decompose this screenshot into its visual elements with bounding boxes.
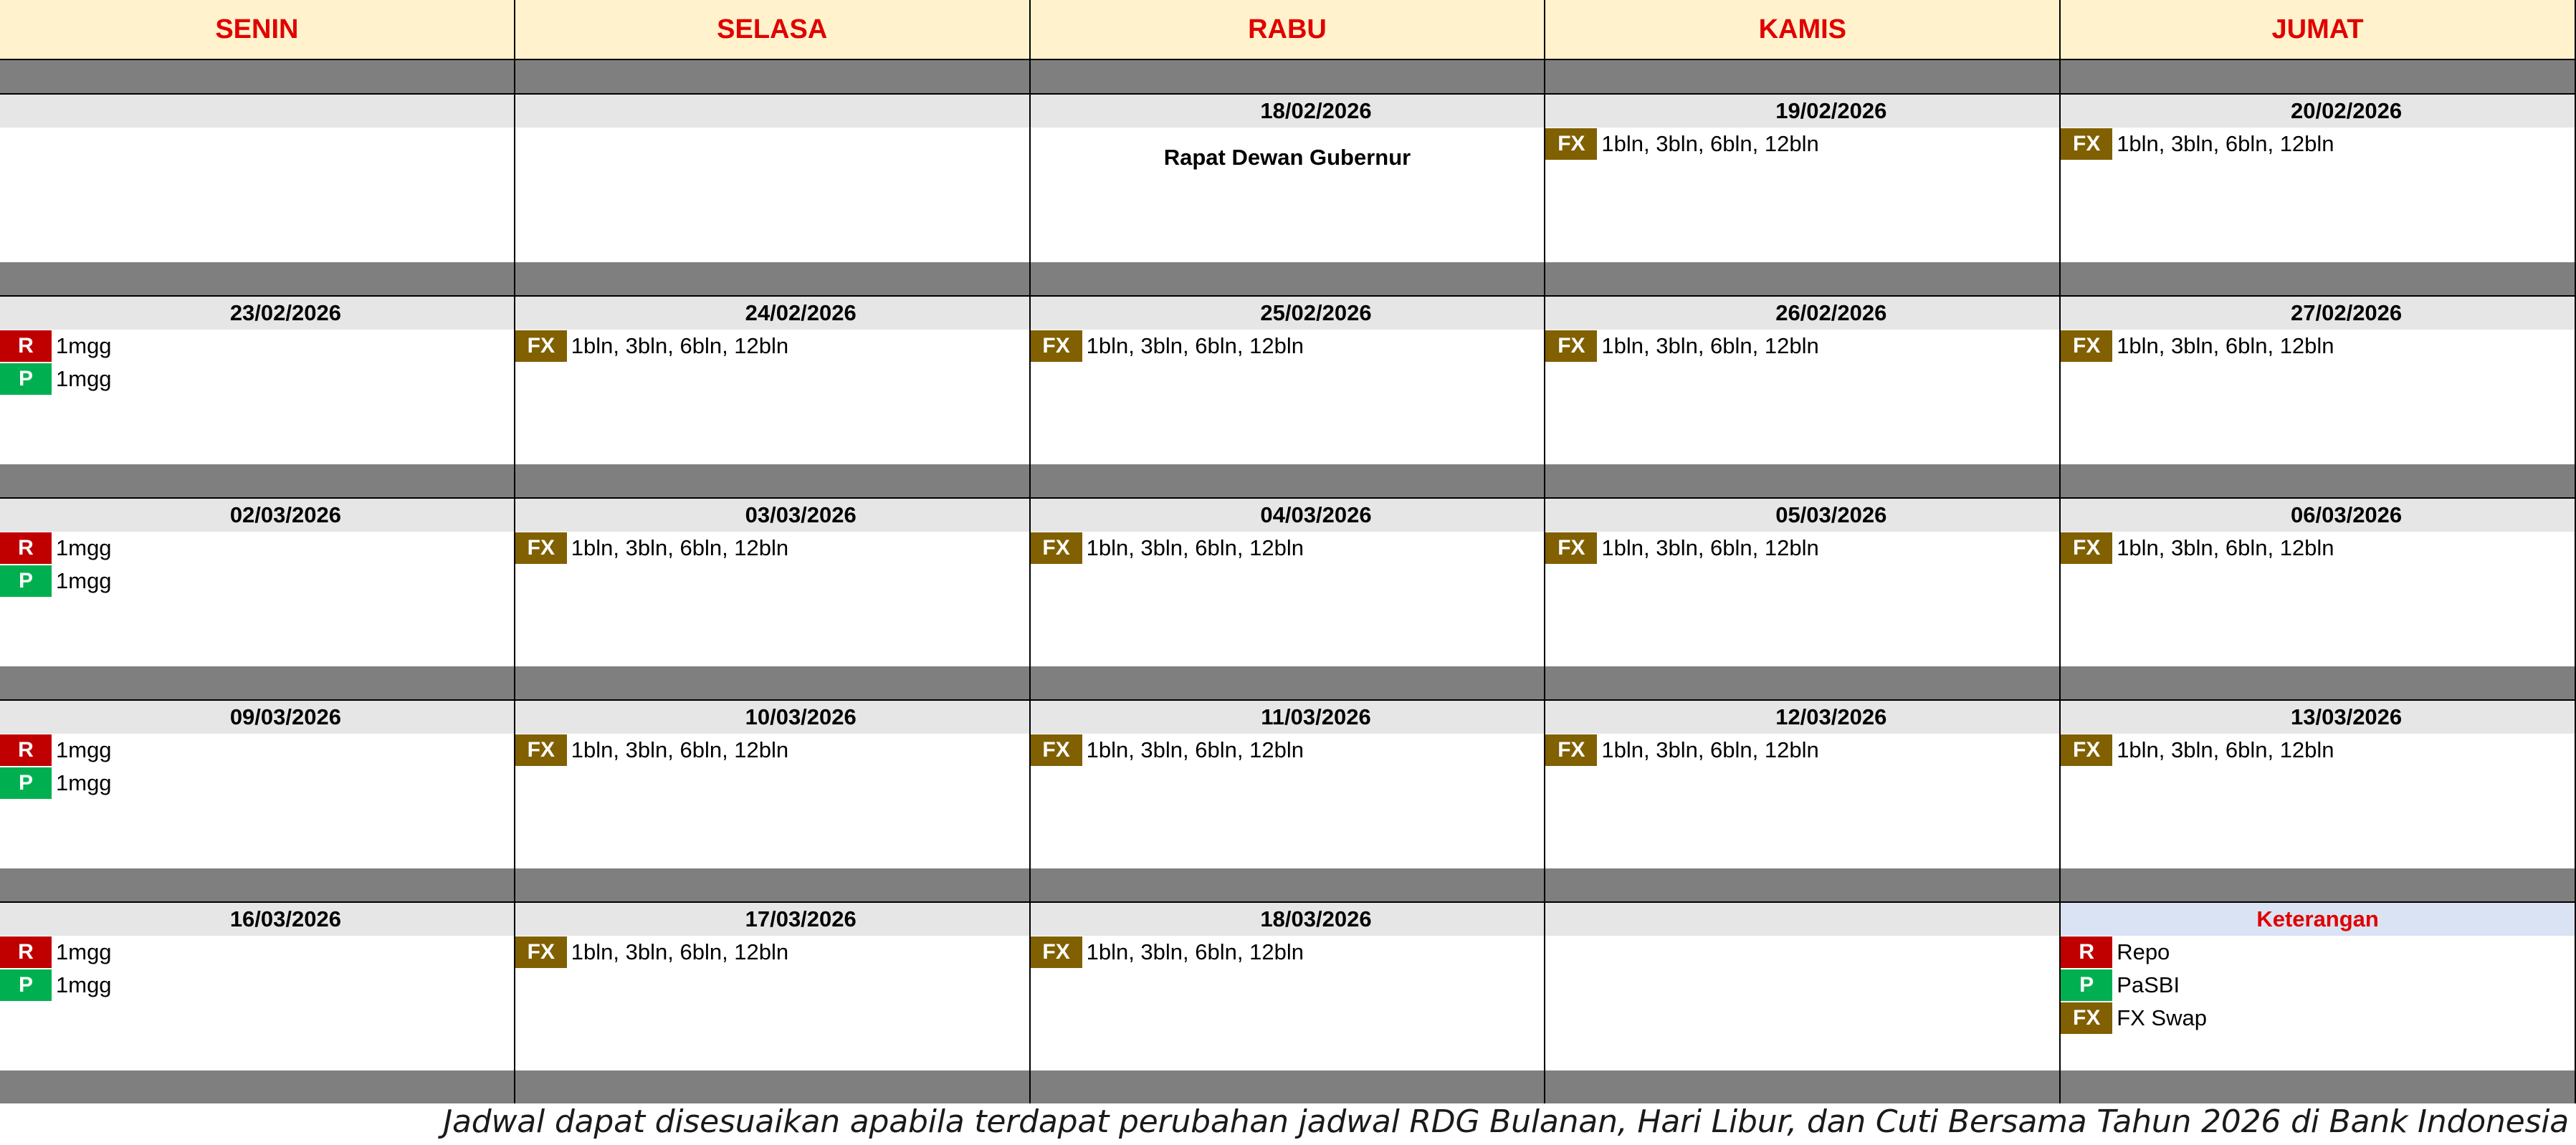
week-separator: [0, 464, 515, 497]
tenor-text: 1bln, 3bln, 6bln, 12bln: [2117, 535, 2334, 560]
week-separator: [0, 60, 515, 93]
auction-entry: [2061, 128, 2575, 161]
pasbi-tag: P: [2061, 969, 2112, 1001]
fx-swap-tag: FX: [1545, 734, 1597, 766]
legend-cell: [2061, 901, 2576, 1070]
auction-entry: [1545, 532, 2059, 565]
day-header-selasa: SELASA: [515, 0, 1031, 60]
auction-entry: [2061, 330, 2575, 363]
tenor-text: 1bln, 3bln, 6bln, 12bln: [1086, 939, 1304, 964]
date-bar: 02/03/2026: [0, 499, 514, 532]
fx-swap-tag: FX: [515, 330, 567, 362]
day-cell: [1031, 93, 1546, 262]
day-cell: [515, 901, 1031, 1070]
day-cell: [1545, 497, 2061, 666]
day-cell: [0, 295, 515, 464]
tenor-text: 1bln, 3bln, 6bln, 12bln: [1601, 737, 1819, 762]
auction-entry: [2061, 734, 2575, 767]
auction-entry: [1031, 734, 1545, 767]
fx-swap-tag: FX: [2061, 330, 2112, 362]
week-separator: [1545, 262, 2061, 295]
week-separator: [2061, 868, 2576, 901]
auction-entry: [0, 936, 514, 969]
week-separator: [0, 1070, 515, 1103]
tenor-text: 1bln, 3bln, 6bln, 12bln: [2117, 131, 2334, 156]
date-bar: 27/02/2026: [2061, 297, 2575, 330]
fx-swap-tag: FX: [1031, 532, 1082, 564]
week-separator: [1031, 262, 1546, 295]
date-bar: 17/03/2026: [515, 903, 1029, 936]
date-bar: 13/03/2026: [2061, 701, 2575, 734]
week-separator: [2061, 1070, 2576, 1103]
fx-swap-tag: FX: [2061, 734, 2112, 766]
week-separator: [0, 262, 515, 295]
tenor-text: 1mgg: [56, 535, 112, 560]
fx-swap-tag: FX: [2061, 532, 2112, 564]
week-separator: [515, 464, 1031, 497]
tenor-text: 1bln, 3bln, 6bln, 12bln: [1601, 131, 1819, 156]
auction-entry: [515, 330, 1029, 363]
date-bar: 25/02/2026: [1031, 297, 1545, 330]
day-cell: [1545, 901, 2061, 1070]
week-separator: [1031, 666, 1546, 699]
week-separator: [1031, 464, 1546, 497]
pasbi-tag: P: [0, 767, 52, 799]
auction-entry: [0, 767, 514, 800]
week-separator: [1031, 60, 1546, 93]
fx-swap-tag: FX: [1545, 532, 1597, 564]
week-separator: [1545, 464, 2061, 497]
day-cell: [515, 295, 1031, 464]
fx-swap-tag: FX: [1031, 936, 1082, 968]
tenor-text: 1bln, 3bln, 6bln, 12bln: [1086, 737, 1304, 762]
week-separator: [1545, 1070, 2061, 1103]
date-bar: 16/03/2026: [0, 903, 514, 936]
tenor-text: 1mgg: [56, 333, 112, 358]
tenor-text: 1mgg: [56, 972, 112, 997]
tenor-text: 1mgg: [56, 366, 112, 391]
pasbi-tag: P: [0, 565, 52, 597]
date-bar: 10/03/2026: [515, 701, 1029, 734]
day-cell: [1031, 295, 1546, 464]
tenor-text: 1mgg: [56, 737, 112, 762]
footnote: Jadwal dapat disesuaikan apabila terdapat perubahan jadwal RDG Bulanan, Hari Libur, dan Cuti Bersama Tahun 2026 di Bank Indonesia: [443, 1103, 2569, 1140]
day-header-senin: SENIN: [0, 0, 515, 60]
day-header-rabu: RABU: [1031, 0, 1546, 60]
auction-entry: [0, 969, 514, 1002]
auction-entry: [515, 734, 1029, 767]
week-separator: [0, 868, 515, 901]
day-cell: [2061, 93, 2576, 262]
auction-entry: [0, 532, 514, 565]
day-cell: [0, 93, 515, 262]
date-bar: 04/03/2026: [1031, 499, 1545, 532]
day-cell: [1545, 699, 2061, 868]
tenor-text: 1mgg: [56, 568, 112, 593]
day-cell: [0, 699, 515, 868]
tenor-text: 1mgg: [56, 939, 112, 964]
tenor-text: 1bln, 3bln, 6bln, 12bln: [571, 939, 789, 964]
auction-entry: [1545, 734, 2059, 767]
day-cell: [2061, 497, 2576, 666]
date-bar: 11/03/2026: [1031, 701, 1545, 734]
fx-swap-tag: FX: [2061, 1002, 2112, 1034]
week-separator: [515, 262, 1031, 295]
fx-swap-tag: FX: [1031, 330, 1082, 362]
auction-entry: [1031, 936, 1545, 969]
auction-entry: [0, 330, 514, 363]
tenor-text: 1bln, 3bln, 6bln, 12bln: [571, 333, 789, 358]
week-separator: [1031, 1070, 1546, 1103]
pasbi-tag: P: [0, 969, 52, 1001]
date-bar: 06/03/2026: [2061, 499, 2575, 532]
week-separator: [1545, 666, 2061, 699]
day-cell: [0, 497, 515, 666]
legend-title: Keterangan: [2061, 903, 2575, 936]
tenor-text: 1bln, 3bln, 6bln, 12bln: [1086, 333, 1304, 358]
repo-tag: R: [2061, 936, 2112, 968]
date-bar: 12/03/2026: [1545, 701, 2059, 734]
day-header-jumat: JUMAT: [2061, 0, 2576, 60]
auction-entry: [2061, 532, 2575, 565]
date-bar: 23/02/2026: [0, 297, 514, 330]
day-cell: [1545, 295, 2061, 464]
date-bar: [0, 95, 514, 128]
day-header-kamis: KAMIS: [1545, 0, 2061, 60]
week-separator: [2061, 666, 2576, 699]
auction-entry: [1031, 330, 1545, 363]
tenor-text: 1bln, 3bln, 6bln, 12bln: [1601, 333, 1819, 358]
date-bar: 26/02/2026: [1545, 297, 2059, 330]
day-cell: [0, 901, 515, 1070]
auction-entry: [0, 565, 514, 598]
tenor-text: 1bln, 3bln, 6bln, 12bln: [2117, 333, 2334, 358]
date-bar: 09/03/2026: [0, 701, 514, 734]
date-bar: 05/03/2026: [1545, 499, 2059, 532]
day-cell: [1031, 497, 1546, 666]
legend-label: Repo: [2117, 939, 2170, 964]
tenor-text: 1bln, 3bln, 6bln, 12bln: [571, 535, 789, 560]
date-bar: [515, 95, 1029, 128]
auction-entry: [515, 532, 1029, 565]
fx-swap-tag: FX: [515, 734, 567, 766]
week-separator: [1031, 868, 1546, 901]
tenor-text: 1bln, 3bln, 6bln, 12bln: [1086, 535, 1304, 560]
day-cell: [515, 497, 1031, 666]
auction-entry: [0, 734, 514, 767]
fx-swap-tag: FX: [515, 936, 567, 968]
fx-swap-tag: FX: [2061, 128, 2112, 160]
day-cell: [2061, 699, 2576, 868]
legend-label: PaSBI: [2117, 972, 2180, 997]
repo-tag: R: [0, 734, 52, 766]
week-separator: [515, 868, 1031, 901]
date-bar: [1545, 903, 2059, 936]
tenor-text: 1mgg: [56, 770, 112, 795]
fx-swap-tag: FX: [515, 532, 567, 564]
event-label: Rapat Dewan Gubernur: [1163, 145, 1411, 170]
date-bar: 18/03/2026: [1031, 903, 1545, 936]
tenor-text: 1bln, 3bln, 6bln, 12bln: [2117, 737, 2334, 762]
repo-tag: R: [0, 532, 52, 564]
day-cell: [515, 93, 1031, 262]
week-separator: [515, 1070, 1031, 1103]
auction-entry: [1545, 330, 2059, 363]
auction-entry: [0, 363, 514, 396]
legend-label: FX Swap: [2117, 1005, 2207, 1030]
week-separator: [2061, 60, 2576, 93]
legend-entry: [2061, 969, 2575, 1002]
tenor-text: 1bln, 3bln, 6bln, 12bln: [571, 737, 789, 762]
week-separator: [515, 666, 1031, 699]
repo-tag: R: [0, 330, 52, 362]
day-cell: [1031, 699, 1546, 868]
day-cell: [1545, 93, 2061, 262]
date-bar: 18/02/2026: [1031, 95, 1545, 128]
pasbi-tag: P: [0, 363, 52, 395]
auction-entry: [515, 936, 1029, 969]
week-separator: [2061, 464, 2576, 497]
fx-swap-tag: FX: [1031, 734, 1082, 766]
date-bar: 20/02/2026: [2061, 95, 2575, 128]
week-separator: [1545, 60, 2061, 93]
repo-tag: R: [0, 936, 52, 968]
week-separator: [1545, 868, 2061, 901]
auction-entry: [1545, 128, 2059, 161]
day-cell: [2061, 295, 2576, 464]
date-bar: 19/02/2026: [1545, 95, 2059, 128]
week-separator: [0, 666, 515, 699]
fx-swap-tag: FX: [1545, 330, 1597, 362]
tenor-text: 1bln, 3bln, 6bln, 12bln: [1601, 535, 1819, 560]
week-separator: [515, 60, 1031, 93]
auction-entry: [1031, 532, 1545, 565]
date-bar: 03/03/2026: [515, 499, 1029, 532]
legend-entry: [2061, 1002, 2575, 1035]
week-separator: [2061, 262, 2576, 295]
fx-swap-tag: FX: [1545, 128, 1597, 160]
day-cell: [515, 699, 1031, 868]
legend-entry: [2061, 936, 2575, 969]
day-cell: [1031, 901, 1546, 1070]
date-bar: 24/02/2026: [515, 297, 1029, 330]
